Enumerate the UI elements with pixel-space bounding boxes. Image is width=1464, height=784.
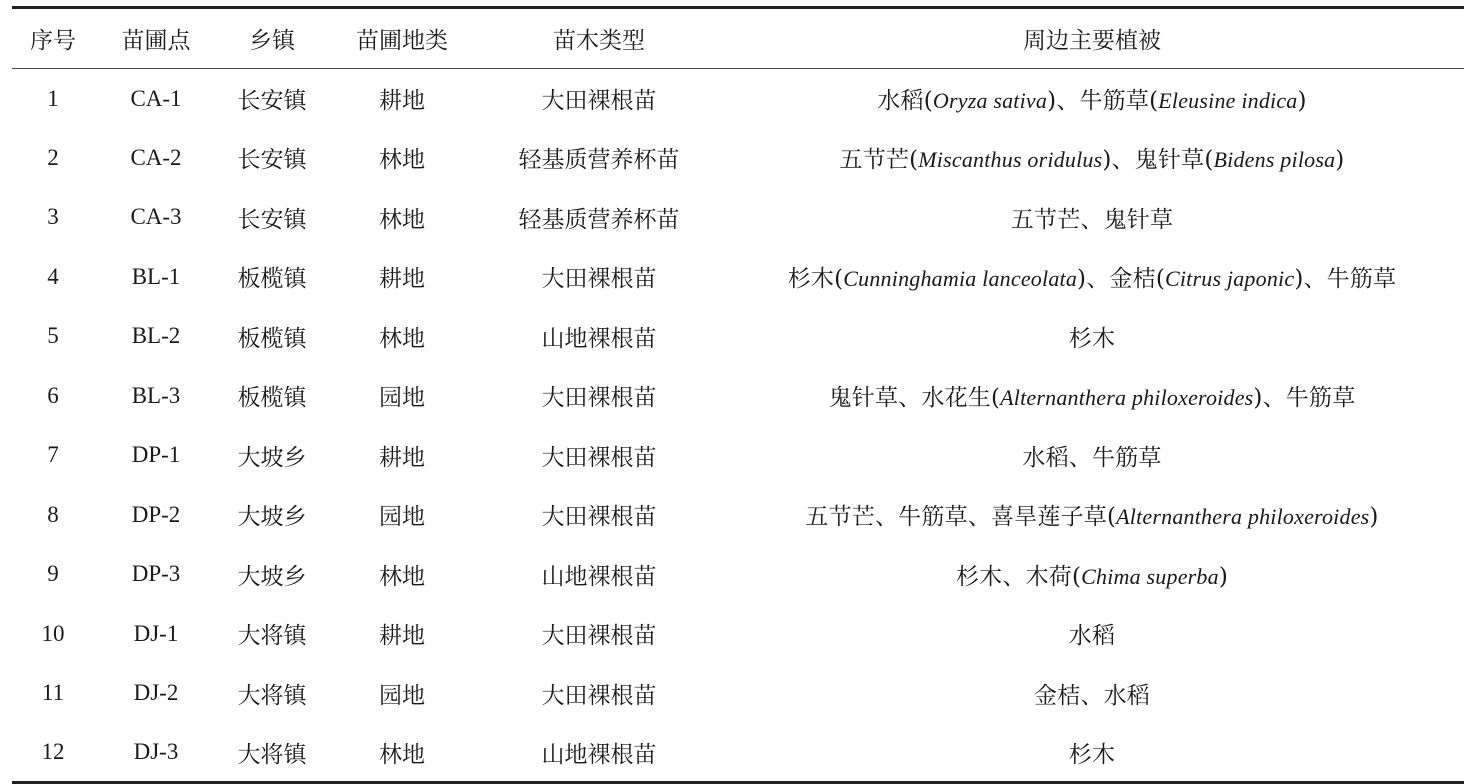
cell-nursery-site: DJ-1 [133, 620, 179, 646]
cell-land-type: 林地 [379, 325, 425, 352]
cell-seedling-type: 大田裸根苗 [541, 623, 657, 650]
cell-land-type: 林地 [379, 147, 425, 174]
cell-land-type: 林地 [379, 563, 425, 590]
cell-township: 板榄镇 [237, 266, 307, 293]
cell-land-type: 园地 [379, 385, 425, 412]
cell-nursery-site: DP-1 [131, 442, 181, 468]
cell-township: 大坡乡 [237, 563, 307, 590]
cell-index: 1 [47, 85, 59, 111]
table-row [12, 366, 1464, 426]
cell-township: 板榄镇 [237, 325, 307, 352]
cell-township: 大将镇 [237, 623, 307, 650]
cell-township: 大将镇 [218, 723, 326, 783]
vegetation-text: 金桔、水稻 [1034, 682, 1150, 709]
cell-index: 10 [41, 620, 65, 646]
scientific-name: Cunninghamia lanceolata [843, 266, 1078, 292]
vegetation-text: )、牛筋草( [1047, 88, 1159, 114]
cell-nursery-site: CA-2 [130, 144, 182, 170]
table-row [12, 604, 1464, 664]
cell-index: 6 [47, 382, 59, 408]
vegetation-text: ) [1335, 147, 1345, 174]
cell-surrounding-vegetation [720, 307, 1464, 367]
cell-land-type: 耕地 [379, 444, 425, 471]
table-row [12, 247, 1464, 307]
header-township: 乡镇 [218, 8, 326, 69]
nursery-table-container [12, 6, 1464, 784]
cell-land-type: 园地 [379, 682, 425, 709]
vegetation-text: ) [1297, 88, 1307, 114]
cell-index: 5 [47, 323, 59, 349]
cell-surrounding-vegetation [720, 366, 1464, 426]
cell-seedling-type: 轻基质营养杯苗 [518, 206, 680, 233]
cell-land-type: 耕地 [379, 623, 425, 650]
table-row [12, 545, 1464, 605]
vegetation-text: ) [1369, 504, 1379, 531]
table-row [12, 69, 1464, 129]
cell-nursery-site: DP-3 [131, 561, 181, 587]
header-row [12, 8, 1464, 69]
nursery-table [12, 6, 1464, 784]
vegetation-text: 水稻、牛筋草 [1022, 444, 1162, 471]
vegetation-text: )、牛筋草 [1253, 385, 1356, 412]
vegetation-text: 鬼针草、水花生( [828, 385, 1001, 412]
cell-seedling-type: 大田裸根苗 [541, 504, 657, 531]
cell-seedling-type: 山地裸根苗 [541, 325, 657, 352]
cell-seedling-type: 大田裸根苗 [541, 385, 657, 412]
vegetation-text: 水稻 [1068, 623, 1116, 650]
cell-nursery-site: CA-1 [130, 85, 182, 111]
cell-index: 2 [47, 144, 59, 170]
cell-surrounding-vegetation [720, 247, 1464, 307]
cell-surrounding-vegetation [720, 723, 1464, 783]
cell-township: 大将镇 [237, 682, 307, 709]
vegetation-text: 杉木 [1068, 325, 1116, 352]
cell-seedling-type: 轻基质营养杯苗 [518, 147, 680, 174]
cell-index: 3 [47, 204, 59, 230]
cell-land-type: 林地 [379, 206, 425, 233]
header-surrounding-vegetation: 周边主要植被 [720, 8, 1464, 69]
cell-township: 大坡乡 [237, 504, 307, 531]
cell-index: 4 [47, 263, 59, 289]
cell-nursery-site: BL-1 [131, 263, 181, 289]
scientific-name: Eleusine indica [1158, 88, 1298, 113]
cell-surrounding-vegetation [720, 604, 1464, 664]
scientific-name: Citrus japonic [1165, 266, 1295, 292]
cell-nursery-site: BL-2 [131, 323, 181, 349]
table-body [12, 69, 1464, 783]
table-row [12, 664, 1464, 724]
vegetation-text: 杉木、木荷( [955, 563, 1082, 590]
table-header [12, 8, 1464, 69]
cell-nursery-site: DP-2 [131, 501, 181, 527]
table-row [12, 188, 1464, 248]
cell-index: 9 [47, 561, 59, 587]
cell-seedling-type: 山地裸根苗 [478, 723, 720, 783]
cell-nursery-site: DJ-3 [94, 723, 218, 783]
cell-surrounding-vegetation [720, 188, 1464, 248]
cell-seedling-type: 大田裸根苗 [541, 682, 657, 709]
cell-surrounding-vegetation [720, 485, 1464, 545]
cell-nursery-site: DJ-2 [133, 680, 179, 706]
scientific-name: Alternanthera philoxeroides [1000, 385, 1254, 411]
cell-index: 12 [12, 723, 94, 783]
cell-township: 板榄镇 [237, 385, 307, 412]
cell-township: 长安镇 [237, 147, 307, 174]
cell-index: 8 [47, 501, 59, 527]
scientific-name: Alternanthera philoxeroides [1116, 504, 1370, 530]
cell-township: 长安镇 [237, 206, 307, 233]
table-row [12, 128, 1464, 188]
header-nursery-site: 苗圃点 [94, 8, 218, 69]
scientific-name: Oryza sativa [932, 88, 1048, 113]
cell-land-type: 园地 [379, 504, 425, 531]
cell-surrounding-vegetation [720, 128, 1464, 188]
scientific-name: Bidens pilosa [1213, 147, 1336, 173]
cell-index: 7 [47, 442, 59, 468]
cell-seedling-type: 大田裸根苗 [541, 444, 657, 471]
cell-seedling-type: 大田裸根苗 [541, 266, 657, 293]
cell-seedling-type: 山地裸根苗 [541, 563, 657, 590]
cell-index: 11 [41, 680, 65, 706]
cell-surrounding-vegetation [720, 664, 1464, 724]
vegetation-text: 五节芒( [839, 147, 919, 174]
vegetation-text: ) [1218, 563, 1229, 590]
vegetation-text: )、牛筋草 [1294, 266, 1397, 293]
scientific-name: Chima superba [1081, 563, 1219, 589]
table-row [12, 485, 1464, 545]
vegetation-text: 杉木( [787, 266, 844, 293]
vegetation-text: 水稻( [877, 88, 933, 114]
header-index: 序号 [12, 8, 94, 69]
cell-nursery-site: BL-3 [131, 382, 181, 408]
header-land-type: 苗圃地类 [326, 8, 478, 69]
vegetation-text: 杉木 [1068, 741, 1116, 768]
cell-township: 大坡乡 [237, 444, 307, 471]
vegetation-text: 五节芒、牛筋草、喜旱莲子草( [805, 504, 1117, 531]
cell-nursery-site: CA-3 [130, 204, 182, 230]
table-row [12, 426, 1464, 486]
cell-land-type: 耕地 [379, 266, 425, 293]
cell-land-type: 林地 [326, 723, 478, 783]
table-row [12, 307, 1464, 367]
scientific-name: Miscanthus oridulus [918, 147, 1103, 173]
header-seedling-type: 苗木类型 [478, 8, 720, 69]
cell-surrounding-vegetation [720, 426, 1464, 486]
cell-township: 长安镇 [237, 88, 307, 114]
vegetation-text: )、鬼针草( [1102, 147, 1214, 174]
cell-land-type: 耕地 [379, 88, 425, 114]
cell-seedling-type: 大田裸根苗 [541, 88, 657, 114]
vegetation-text: )、金桔( [1077, 266, 1165, 293]
cell-surrounding-vegetation [720, 545, 1464, 605]
vegetation-text: 五节芒、鬼针草 [1010, 206, 1174, 233]
cell-surrounding-vegetation [720, 69, 1464, 129]
table-row [12, 723, 1464, 783]
